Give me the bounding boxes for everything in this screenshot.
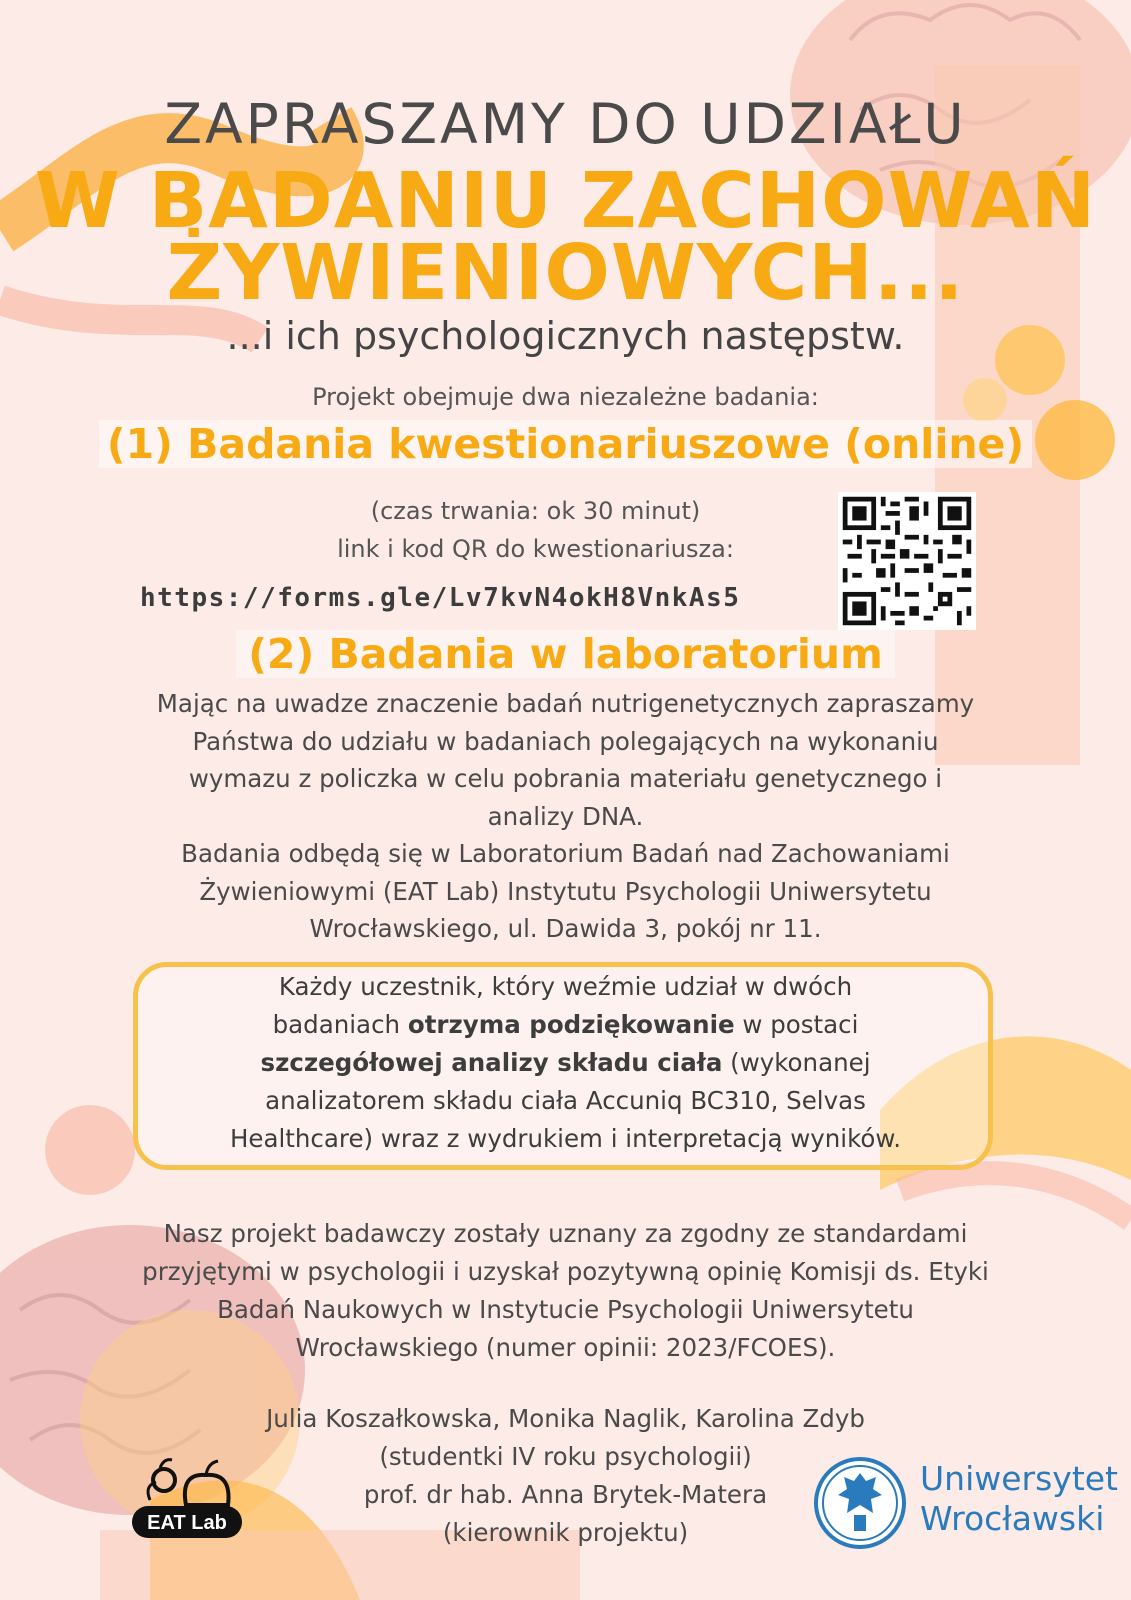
- berry-icon: [153, 1469, 175, 1491]
- authors-names: Julia Koszałkowska, Monika Naglik, Karolina Zdyb: [266, 1404, 865, 1433]
- ethics-statement: [0, 1215, 1131, 1367]
- poster-subtitle: ...i ich psychologicznych następstw.: [226, 314, 905, 358]
- study2-line: Wrocławskiego, ul. Dawida 3, pokój nr 11.: [309, 914, 822, 943]
- ethics-line: Badań Naukowych w Instytucie Psychologii Uniwersytetu: [217, 1295, 914, 1324]
- university-name: [920, 1459, 1118, 1539]
- study2-line: analizy DNA.: [487, 801, 644, 831]
- study2-heading-text: (2) Badania w laboratorium: [236, 630, 895, 678]
- reward-text-part: (wykonanej: [722, 1048, 871, 1077]
- authors-role: (studentki IV roku psychologii): [379, 1442, 752, 1471]
- supervisor-name: prof. dr hab. Anna Brytek-Matera: [363, 1480, 768, 1509]
- ethics-line: przyjętymi w psychologii i uzyskał pozytywną opinię Komisji ds. Etyki: [142, 1257, 989, 1286]
- reward-text: [0, 968, 1131, 1158]
- poster-title-line2: W BADANIU ZACHOWAŃ: [34, 157, 1097, 246]
- poster-title-line1: ZAPRASZAMY DO UDZIAŁU: [164, 92, 967, 156]
- study2-line: Mając na uwadze znaczenie badań nutrigenetycznych zapraszamy: [156, 689, 975, 718]
- study2-line: Państwa do udziału w badaniach polegających na wykonaniu: [192, 726, 939, 756]
- reward-line: [0, 1006, 1131, 1044]
- questionnaire-link[interactable]: https://forms.gle/Lv7kvN4okH8VnkAs5: [140, 583, 741, 613]
- university-emblem-icon: [810, 1453, 910, 1553]
- ethics-line: Wrocławskiego (numer opinii: 2023/FCOES).: [295, 1333, 836, 1362]
- study2-line: Żywieniowymi (EAT Lab) Instytutu Psychologii Uniwersytetu: [199, 876, 932, 906]
- study2-heading: [0, 630, 1131, 678]
- poster-title-line3: ŻYWIENIOWYCH...: [166, 229, 965, 318]
- university-logo: [810, 1453, 1130, 1553]
- ethics-line: Nasz projekt badawczy zostały uznany za zgodny ze standardami: [163, 1219, 968, 1248]
- apple-icon: [185, 1475, 229, 1505]
- study2-line: wymazu z policzka w celu pobrania materiału genetycznego i: [188, 764, 943, 793]
- study1-heading-text: (1) Badania kwestionariuszowe (online): [99, 420, 1032, 468]
- reward-line: analizatorem składu ciała Accuniq BC310, Selvas: [265, 1086, 866, 1115]
- reward-text-part: badaniach: [272, 1010, 408, 1039]
- project-intro: Projekt obejmuje dwa niezależne badania:: [312, 383, 819, 411]
- study1-heading: [0, 420, 1131, 468]
- eat-lab-logo-text: EAT Lab: [147, 1512, 227, 1534]
- reward-highlight: otrzyma podziękowanie: [407, 1010, 735, 1039]
- reward-highlight: szczegółowej analizy składu ciała: [260, 1048, 723, 1077]
- supervisor-role: (kierownik projektu): [442, 1518, 689, 1547]
- reward-line: Każdy uczestnik, który weźmie udział w dwóch: [278, 972, 853, 1001]
- reward-line: Healthcare) wraz z wydrukiem i interpretacją wyników.: [229, 1124, 901, 1153]
- study2-description: [0, 685, 1131, 948]
- university-name-line2: Wrocławski: [920, 1499, 1105, 1538]
- university-name-line1: Uniwersytet: [920, 1459, 1118, 1498]
- reward-line: [0, 1044, 1131, 1082]
- study1-duration: (czas trwania: ok 30 minut): [370, 497, 701, 525]
- qr-code[interactable]: [838, 492, 976, 630]
- study2-line: Badania odbędą się w Laboratorium Badań nad Zachowaniami: [181, 839, 950, 868]
- eat-lab-logo: [128, 1450, 248, 1550]
- reward-text-part: w postaci: [734, 1010, 859, 1039]
- study1-link-label: link i kod QR do kwestionariusza:: [337, 535, 734, 563]
